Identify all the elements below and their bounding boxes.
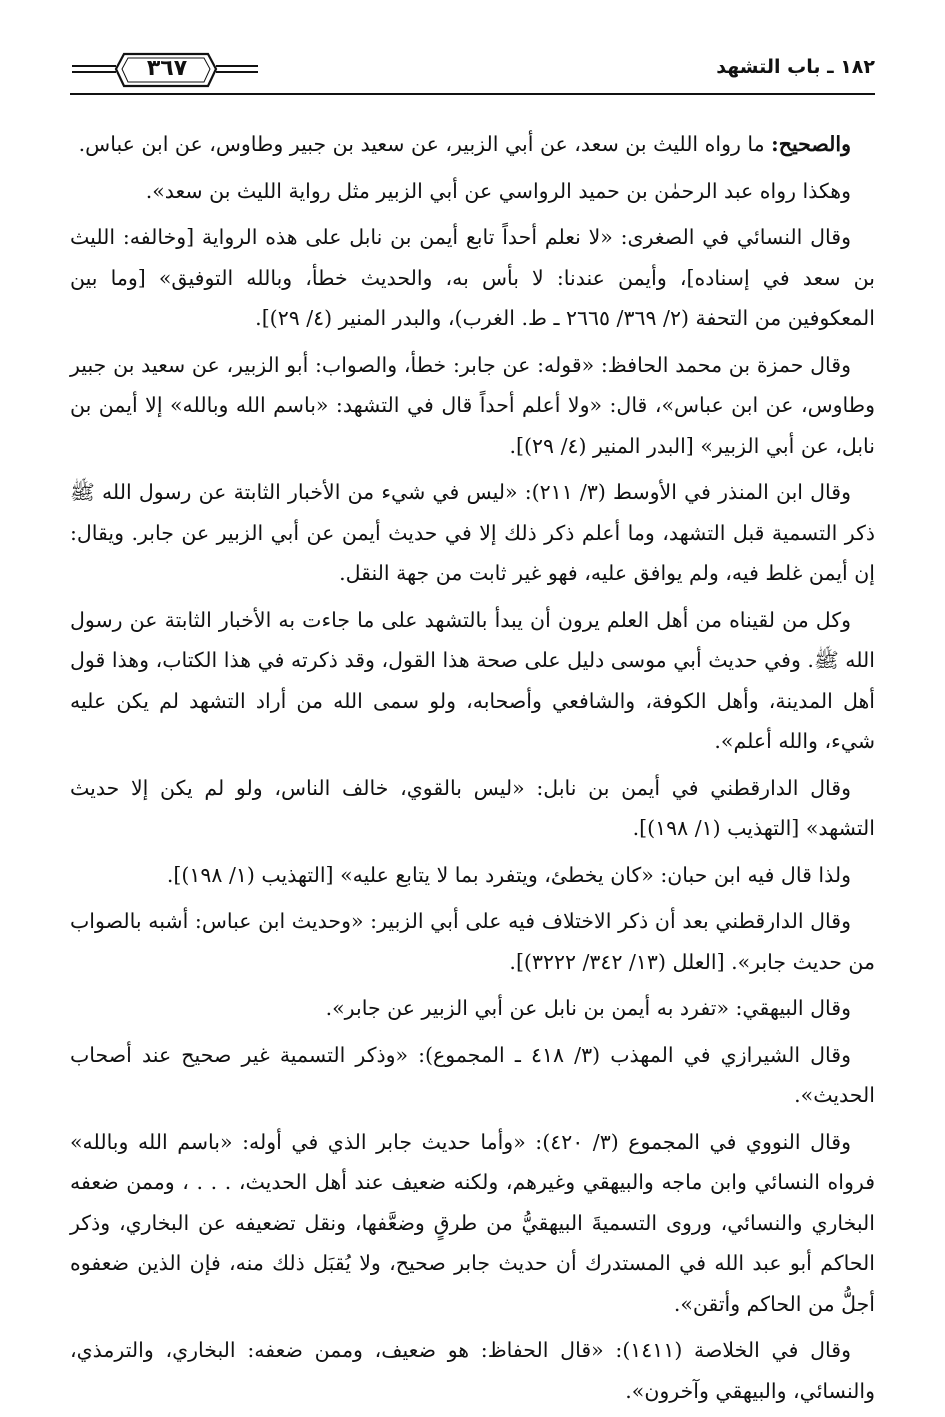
paragraph-text: وقال الدارقطني في أيمن بن نابل: «ليس بالقوي، خالف الناس، ولو لم يكن إلا حديث التشهد» [التهذيب (١/ ١٩٨)]. xyxy=(70,775,875,840)
paragraph-text: وقال النسائي في الصغرى: «لا نعلم أحداً تابع أيمن بن نابل على هذه الرواية [وخالفه: الليث بن سعد في إسناده]، وأيمن عندنا: لا بأس به، والحديث خطأ، وبالله التوفيق» [وما بين المعكوفين من التحفة (٢/ ٣٦٩/ ٢٦٦٥ ـ ط. الغرب)، والبدر المنير (٤/ ٢٩)]. xyxy=(70,225,875,330)
paragraph xyxy=(70,988,875,1029)
paragraph xyxy=(70,600,875,762)
paragraph-text: وقال حمزة بن محمد الحافظ: «قوله: عن جابر: خطأ، والصواب: أبو الزبير، عن سعيد بن جبير وطاوس، عن ابن عباس»، قال: «ولا أعلم أحداً قال في التشهد: «باسم الله وبالله» إلا أيمن بن نابل، عن أبي الزبير» [البدر المنير (٤/ ٢٩)]. xyxy=(70,352,875,458)
paragraph-text: وهكذا رواه عبد الرحمٰن بن حميد الرواسي عن أبي الزبير مثل رواية الليث بن سعد». xyxy=(145,178,851,203)
paragraph-text: وقال النووي في المجموع (٣/ ٤٢٠): «وأما حديث جابر الذي في أوله: «باسم الله وبالله» فرواه النسائي وابن ماجه والبيهقي وغيرهم، ولكنه ضعيف عند أهل الحديث، . . . ، وممن ضعفه البخاري والنسائي، وروى التسميةَ البيهقيُّ من طرقٍ وضعَّفها، ونقل تضعيفه عن البخاري، وذكر الحاكم أبو عبد الله في المستدرك أن حديث جابر صحيح، ولا يُقبَل ذلك منه، فإن الذين ضعفوه أجلُّ من الحاكم وأتقن». xyxy=(70,1129,875,1316)
body-text xyxy=(70,124,875,1417)
paragraph xyxy=(70,768,875,849)
paragraph-text: ما رواه الليث بن سعد، عن أبي الزبير، عن سعيد بن جبير وطاوس، عن ابن عباس. xyxy=(78,132,772,156)
paragraph-text: وقال الشيرازي في المهذب (٣/ ٤١٨ ـ المجموع): «وذكر التسمية غير صحيح عند أصحاب الحديث». xyxy=(70,1042,875,1107)
page-header xyxy=(70,50,875,98)
paragraph-lead: والصحيح: xyxy=(771,132,851,156)
paragraph xyxy=(70,217,875,339)
page-number: ٣٦٧ xyxy=(146,56,188,81)
paragraph-text: ولذا قال فيه ابن حبان: «كان يخطئ، ويتفرد بما لا يتابع عليه» [التهذيب (١/ ١٩٨)]. xyxy=(166,862,851,887)
header-rule xyxy=(70,93,875,95)
paragraph-text: وقال ابن المنذر في الأوسط (٣/ ٢١١): «ليس في شيء من الأخبار الثابتة عن رسول الله ﷺ ذكر التسمية قبل التشهد، وما أعلم ذكر ذلك إلا في حديث أيمن عن أبي الزبير عن جابر. ويقال: إن أيمن غلط فيه، ولم يوافق عليه، فهو غير ثابت من جهة النقل. xyxy=(70,480,875,585)
page-number-badge xyxy=(70,50,260,90)
paragraph xyxy=(70,1035,875,1116)
paragraph xyxy=(70,124,875,165)
paragraph xyxy=(70,1122,875,1325)
running-head: ١٨٢ ـ باب التشهد xyxy=(716,56,875,78)
paragraph xyxy=(70,855,875,896)
paragraph-text: وقال البيهقي: «تفرد به أيمن بن نابل عن أبي الزبير عن جابر». xyxy=(325,996,851,1020)
paragraph-text: وقال في الخلاصة (١٤١١): «قال الحفاظ: هو ضعيف، وممن ضعفه: البخاري، والترمذي، والنسائي، والبيهقي وآخرون». xyxy=(70,1338,875,1403)
paragraph xyxy=(70,472,875,594)
paragraph-text: وقال الدارقطني بعد أن ذكر الاختلاف فيه على أبي الزبير: «وحديث ابن عباس: أشبه بالصواب من حديث جابر». [العلل (١٣/ ٣٤٢/ ٣٢٢٢)]. xyxy=(70,909,875,974)
paragraph xyxy=(70,171,875,212)
paragraph xyxy=(70,345,875,467)
paragraph-text: وكل من لقيناه من أهل العلم يرون أن يبدأ بالتشهد على ما جاءت به الأخبار الثابتة عن رسول الله ﷺ. وفي حديث أبي موسى دليل على صحة هذا القول، وقد ذكرته في هذا الكتاب، وهذا قول أهل المدينة، وأهل الكوفة، والشافعي وأصحابه، ولو سمى الله من أراد التشهد لم يكن عليه شيء، والله أعلم». xyxy=(70,607,875,753)
paragraph xyxy=(70,901,875,982)
paragraph xyxy=(70,1330,875,1411)
